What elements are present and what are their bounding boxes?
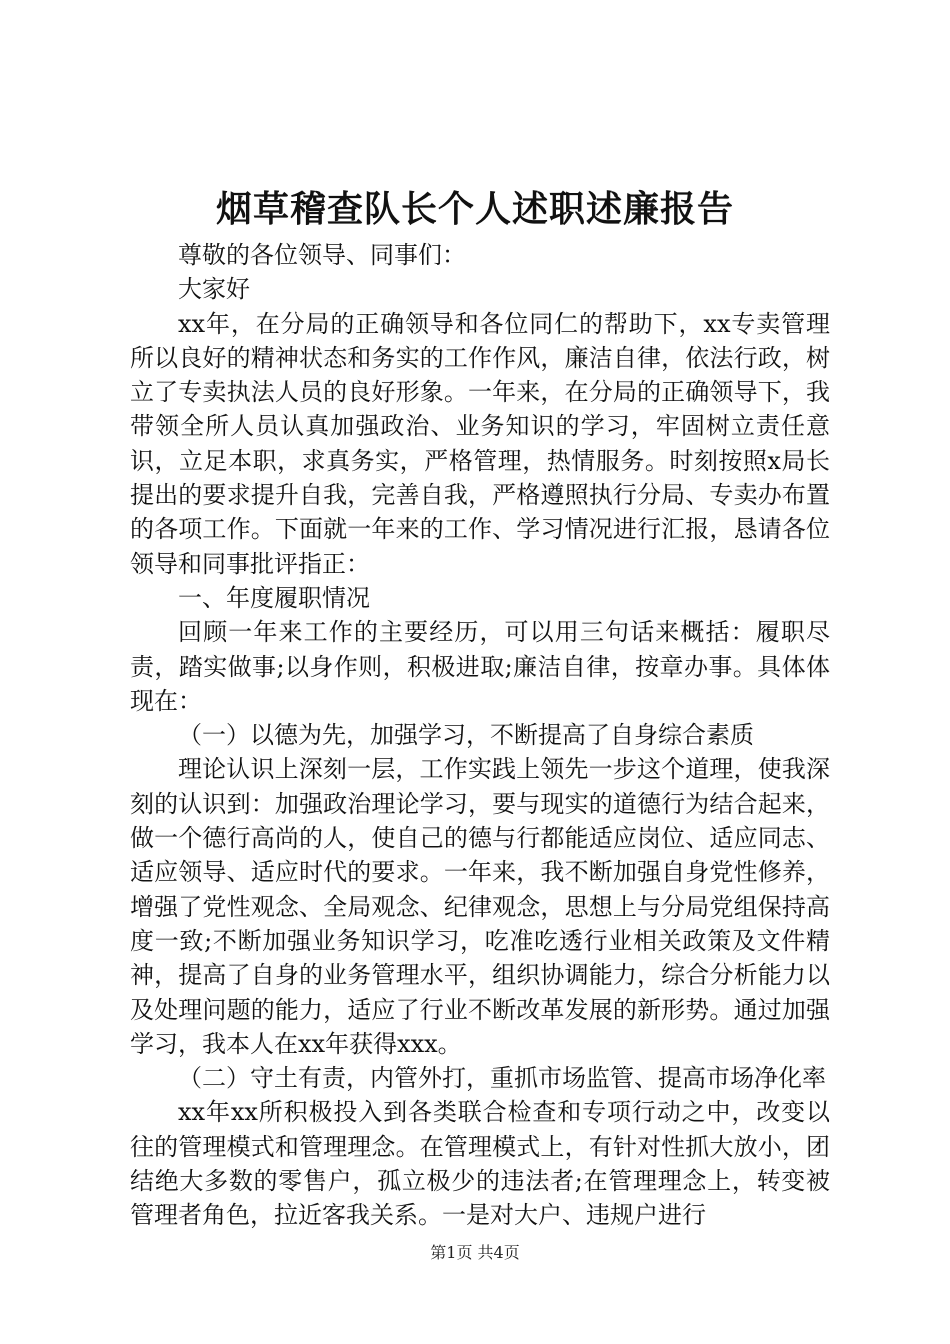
paragraph-market: xx年xx所积极投入到各类联合检查和专项行动之中，改变以往的管理模式和管理理念。在管理模式上，有针对性抓大放小，团结绝大多数的零售户，孤立极少的违法者;在管理理念上，转变被管理者角色，拉近客我关系。一是对大户、违规户进行 [130, 1098, 830, 1230]
paragraph-study: 理论认识上深刻一层，工作实践上领先一步这个道理，使我深刻的认识到：加强政治理论学习，要与现实的道德行为结合起来，做一个德行高尚的人，使自己的德与行都能适应岗位、适应同志、适应领导、适应时代的要求。一年来，我不断加强自身党性修养，增强了党性观念、全局观念、纪律观念，思想上与分局党组保持高度一致;不断加强业务知识学习，吃准吃透行业相关政策及文件精神，提高了自身的业务管理水平，组织协调能力，综合分析能力以及处理问题的能力，适应了行业不断改革发展的新形势。通过加强学习，我本人在xx年获得xxx。 [130, 755, 830, 1058]
paragraph-greeting: 大家好 [178, 275, 250, 304]
heading-section-1: 一、年度履职情况 [178, 583, 370, 612]
document-body [130, 238, 830, 1233]
paragraph-intro: xx年，在分局的正确领导和各位同仁的帮助下，xx专卖管理所以良好的精神状态和务实的工作作风，廉洁自律，依法行政，树立了专卖执法人员的良好形象。一年来，在分局的正确领导下，我带领全所人员认真加强政治、业务知识的学习，牢固树立责任意识，立足本职，求真务实，严格管理，热情服务。时刻按照x局长提出的要求提升自我，完善自我，严格遵照执行分局、专卖办布置的各项工作。下面就一年来的工作、学习情况进行汇报，恳请各位领导和同事批评指正： [130, 309, 830, 578]
heading-subsection-2: （二）守土有责，内管外打，重抓市场监管、提高市场净化率 [178, 1064, 826, 1093]
paragraph-salutation: 尊敬的各位领导、同事们： [178, 241, 466, 269]
document-title: 烟草稽查队长个人述职述廉报告 [215, 188, 734, 230]
heading-subsection-1: （一）以德为先，加强学习，不断提高了自身综合素质 [178, 721, 754, 750]
paragraph-summary: 回顾一年来工作的主要经历，可以用三句话来概括：履职尽责，踏实做事;以身作则，积极进取;廉洁自律，按章办事。具体体现在： [130, 618, 830, 715]
page-number: 第1页 共4页 [430, 1243, 520, 1262]
